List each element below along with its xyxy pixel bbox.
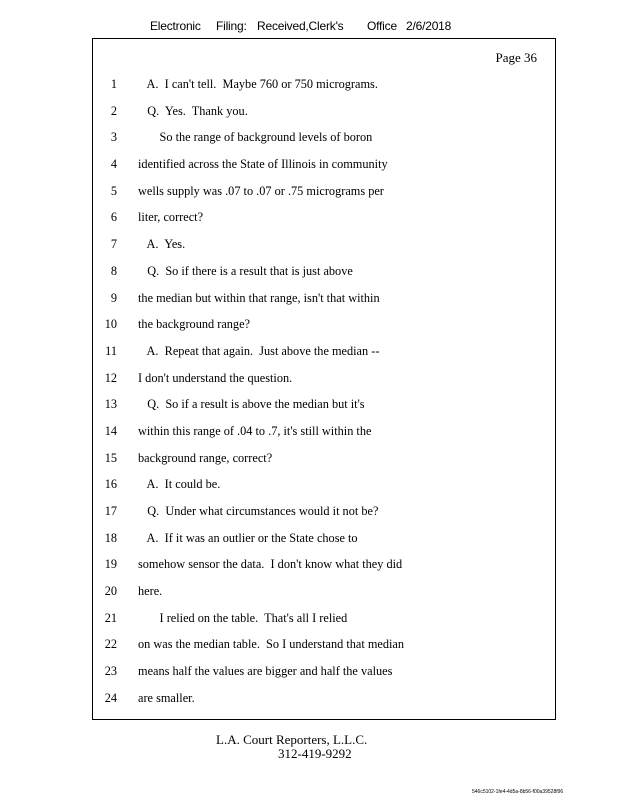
line-number: 11 (105, 343, 117, 358)
line-text: here. (138, 584, 163, 599)
transcript-line (93, 525, 555, 552)
line-text: Q. So if a result is above the median but it's (138, 397, 365, 412)
line-number: 2 (110, 103, 117, 118)
line-number: 17 (104, 504, 117, 518)
transcript-line (93, 445, 555, 472)
line-text: the background range? (138, 317, 250, 332)
line-text: are smaller. (138, 690, 195, 705)
line-text: liter, correct? (138, 210, 204, 225)
transcript-page (92, 38, 556, 720)
line-text: A. I can't tell. Maybe 760 or 750 micrograms. (138, 77, 378, 91)
line-text: A. It could be. (138, 477, 221, 492)
line-text: within this range of .04 to .7, it's still within the (138, 423, 372, 438)
transcript-line (93, 151, 555, 178)
transcript-line (93, 204, 555, 231)
document-id: 546c5102-1fe4-4d5a-8b56-f00a39528f96 (472, 789, 564, 795)
transcript-line (93, 605, 555, 632)
filing-header-date: 2/6/2018 (406, 19, 452, 33)
line-text: A. If it was an outlier or the State chose to (138, 530, 358, 545)
line-number: 24 (104, 690, 117, 705)
line-text: wells supply was .07 to .07 or .75 micrograms per (138, 183, 384, 198)
line-number: 13 (104, 397, 117, 412)
filing-header-filing: Filing: (216, 19, 247, 33)
transcript-line (93, 391, 555, 418)
transcript-line (93, 124, 555, 151)
line-number: 10 (104, 317, 117, 332)
transcript-line (93, 658, 555, 685)
line-text: somehow sensor the data. I don't know what they did (138, 557, 403, 572)
line-text: on was the median table. So I understand that median (138, 637, 405, 652)
transcript-line (93, 71, 555, 98)
line-number: 8 (110, 263, 117, 278)
line-number: 21 (104, 610, 117, 625)
line-text: So the range of background levels of boron (138, 130, 373, 145)
transcript-line (93, 365, 555, 392)
court-reporter-phone: 312-419-9292 (278, 746, 352, 761)
line-number: 5 (110, 183, 117, 198)
line-number: 14 (104, 423, 117, 438)
transcript-line (93, 258, 555, 285)
transcript-line (93, 551, 555, 578)
filing-header-received-clerks: Received,Clerk's (257, 19, 344, 33)
transcript-line (93, 685, 555, 712)
line-number: 22 (104, 637, 117, 652)
line-text: means half the values are bigger and half the values (138, 664, 393, 679)
transcript-line (93, 338, 555, 365)
filing-header-office: Office (367, 19, 397, 33)
line-number: 7 (110, 237, 117, 252)
line-number: 3 (110, 130, 117, 145)
transcript-line (93, 285, 555, 312)
line-number: 6 (110, 210, 117, 225)
line-number: 15 (104, 450, 117, 465)
line-text: A. Yes. (138, 237, 186, 252)
line-text: Q. Yes. Thank you. (138, 103, 248, 118)
line-text: Q. So if there is a result that is just above (138, 263, 353, 278)
transcript-line (93, 311, 555, 338)
transcript-line (93, 98, 555, 125)
transcript-line (93, 418, 555, 445)
filing-header-electronic: Electronic (150, 19, 201, 33)
transcript-line (93, 231, 555, 258)
transcript-line (93, 471, 555, 498)
line-number: 23 (104, 664, 117, 679)
line-text: Q. Under what circumstances would it not be? (138, 504, 379, 518)
electronic-filing-header (0, 19, 618, 35)
court-reporter-name: L.A. Court Reporters, L.L.C. (216, 732, 368, 747)
line-number: 18 (104, 530, 117, 545)
line-text: I relied on the table. That's all I relied (138, 610, 348, 625)
line-number: 12 (104, 370, 117, 385)
transcript-line (93, 578, 555, 605)
page-number: Page 36 (495, 50, 537, 65)
line-number: 1 (110, 77, 117, 91)
line-number: 9 (110, 290, 117, 305)
line-number: 16 (104, 477, 117, 492)
line-number: 20 (104, 584, 117, 599)
transcript-line (93, 178, 555, 205)
transcript-lines (93, 71, 555, 712)
line-number: 4 (110, 157, 117, 172)
line-number: 19 (104, 557, 117, 572)
transcript-line (93, 498, 555, 525)
transcript-line (93, 631, 555, 658)
line-text: A. Repeat that again. Just above the median -- (138, 343, 380, 358)
line-text: I don't understand the question. (138, 370, 293, 385)
line-text: background range, correct? (138, 450, 273, 465)
line-text: identified across the State of Illinois in community (138, 157, 388, 172)
line-text: the median but within that range, isn't that within (138, 290, 380, 305)
